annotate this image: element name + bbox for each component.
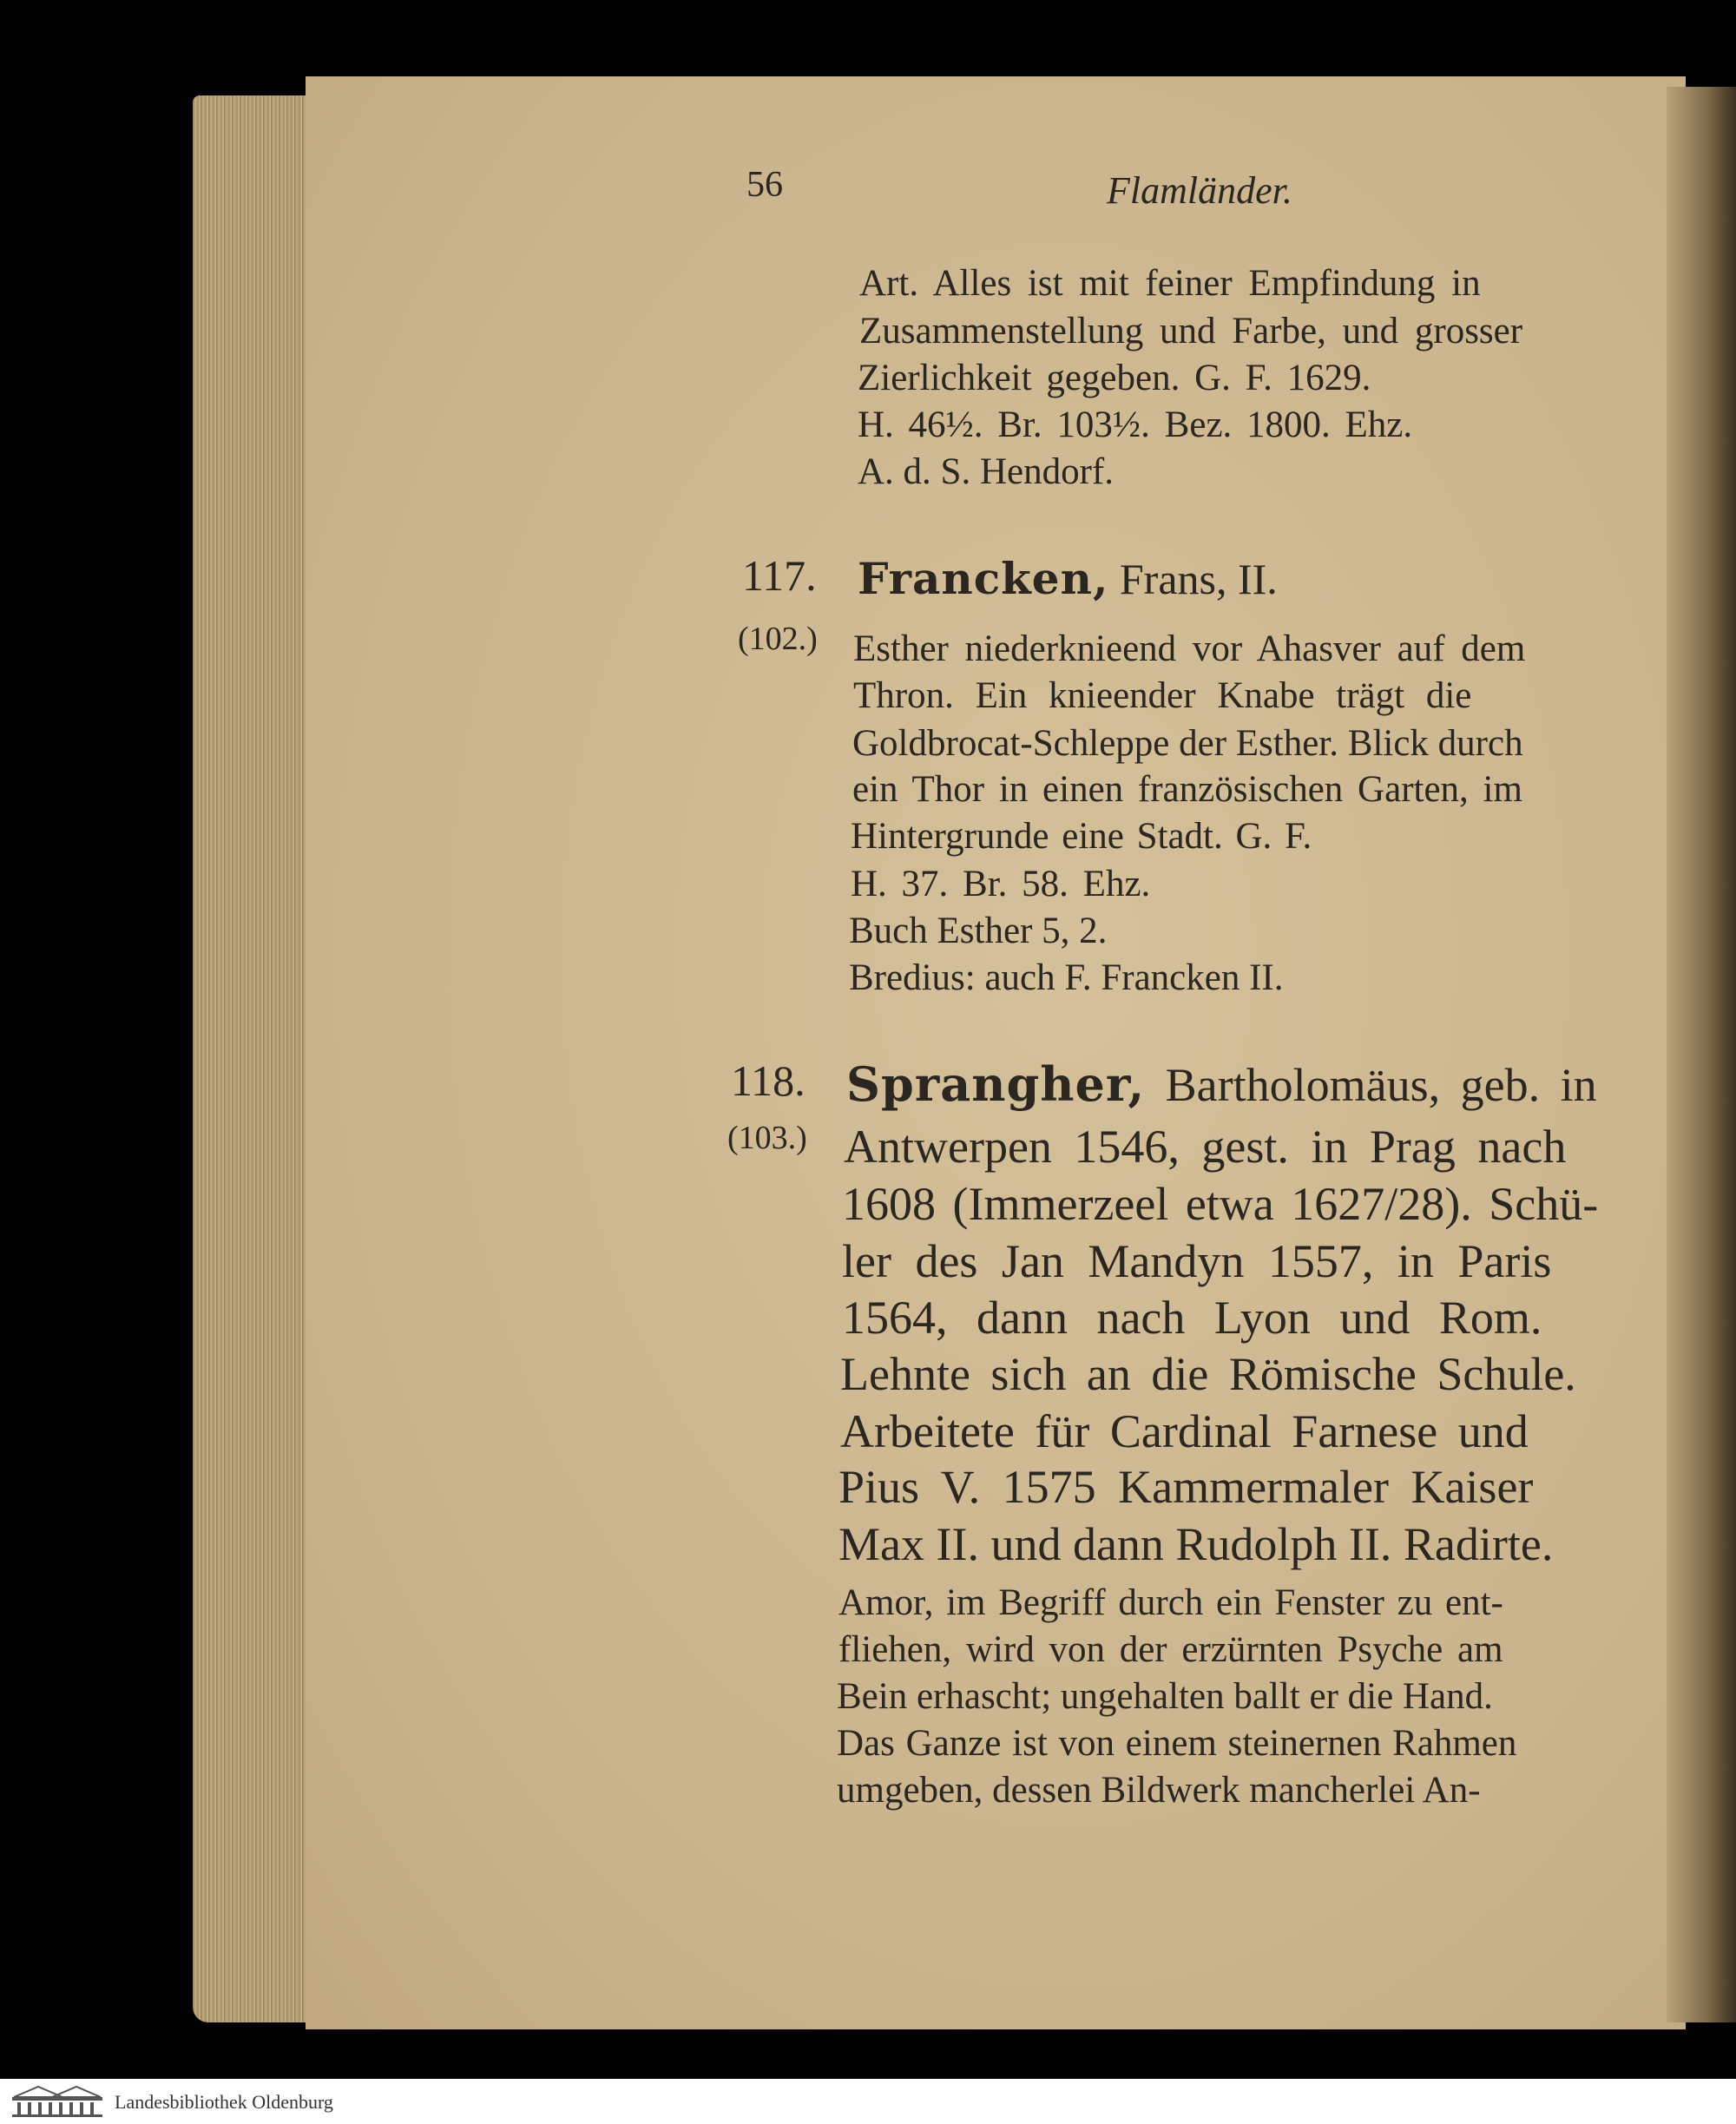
- artist-heading: [846, 1056, 1597, 1112]
- continuation-line: Art. Alles ist mit feiner Empfindung in: [859, 263, 1481, 304]
- artist-given-name: Bartholomäus, geb. in: [1145, 1059, 1597, 1111]
- book-gutter: [1667, 87, 1736, 2022]
- previous-number: (102.): [738, 621, 818, 657]
- artist-name: Francken,: [858, 553, 1109, 604]
- entry-line: Hintergrunde eine Stadt. G. F.: [851, 816, 1312, 857]
- running-head: Flamländer.: [1107, 169, 1292, 212]
- description-line: Das Ganze ist von einem steinernen Rahmen: [837, 1723, 1517, 1764]
- bio-line: 1608 (Immerzeel etwa 1627/28). Schü-: [842, 1178, 1599, 1230]
- artist-given-name: Frans, II.: [1108, 555, 1278, 603]
- continuation-line: Zusammenstellung und Farbe, und grosser: [859, 311, 1523, 352]
- entry-line: Bredius: auch F. Francken II.: [849, 957, 1284, 998]
- library-building-icon: [9, 2083, 106, 2118]
- bio-line: Arbeitete für Cardinal Farnese und: [840, 1405, 1529, 1457]
- continuation-line: H. 46½. Br. 103½. Bez. 1800. Ehz.: [858, 404, 1413, 445]
- entry-line: Goldbrocat-Schleppe der Esther. Blick durch: [852, 723, 1523, 764]
- page-number: 56: [746, 165, 783, 205]
- continuation-line: A. d. S. Hendorf.: [858, 451, 1114, 492]
- entry-line: Thron. Ein knieender Knabe trägt die: [853, 675, 1472, 716]
- bio-line: Lehnte sich an die Römische Schule.: [840, 1348, 1576, 1400]
- library-footer: [0, 2079, 1736, 2124]
- library-name: Landesbibliothek Oldenburg: [115, 2091, 333, 2113]
- entry-line: Buch Esther 5, 2.: [849, 911, 1108, 951]
- entry-number: 118.: [731, 1056, 806, 1105]
- description-line: Bein erhascht; ungehalten ballt er die Hand.: [837, 1676, 1493, 1717]
- bio-line: Antwerpen 1546, gest. in Prag nach: [844, 1121, 1567, 1173]
- entry-line: H. 37. Br. 58. Ehz.: [851, 864, 1151, 904]
- entry-line: ein Thor in einen französischen Garten, im: [852, 769, 1522, 810]
- bio-line: 1564, dann nach Lyon und Rom.: [842, 1292, 1542, 1344]
- description-line: Amor, im Begriff durch ein Fenster zu ent-: [838, 1582, 1503, 1623]
- entry-line: Esther niederknieend vor Ahasver auf dem: [853, 628, 1526, 669]
- artist-name: Sprangher,: [846, 1056, 1146, 1112]
- bio-line: ler des Jan Mandyn 1557, in Paris: [842, 1235, 1552, 1287]
- entry-number: 117.: [742, 551, 817, 600]
- description-line: umgeben, dessen Bildwerk mancherlei An-: [837, 1770, 1481, 1811]
- bio-line: Pius V. 1575 Kammermaler Kaiser: [838, 1461, 1534, 1513]
- continuation-line: Zierlichkeit gegeben. G. F. 1629.: [858, 358, 1371, 398]
- previous-number: (103.): [727, 1120, 807, 1156]
- artist-heading: [858, 553, 1278, 604]
- description-line: fliehen, wird von der erzürnten Psyche am: [838, 1629, 1503, 1670]
- bio-line: Max II. und dann Rudolph II. Radirte.: [838, 1518, 1554, 1570]
